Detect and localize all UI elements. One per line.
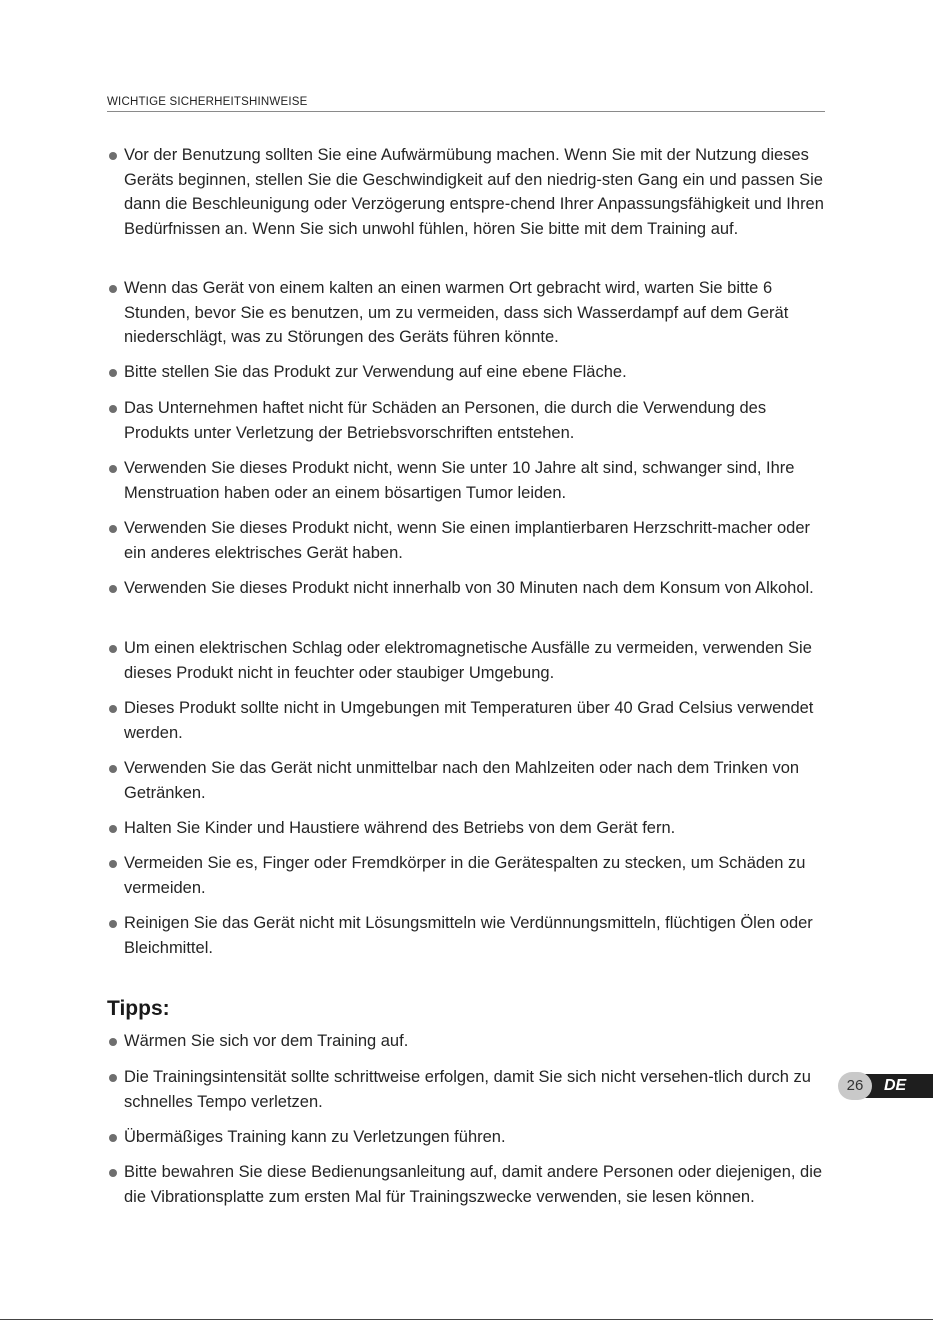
tip-item-text: Übermäßiges Training kann zu Verletzungen führen. bbox=[124, 1128, 506, 1146]
bullet-icon bbox=[109, 825, 117, 833]
safety-item-text: Verwenden Sie dieses Produkt nicht innerhalb von 30 Minuten nach dem Konsum von Alkohol. bbox=[124, 579, 814, 597]
safety-item-text: Verwenden Sie dieses Produkt nicht, wenn Sie einen implantierbaren Herzschritt-macher oder ein anderes elektrisches Gerät haben. bbox=[124, 519, 811, 562]
safety-item-text: Wenn das Gerät von einem kalten an einen warmen Ort gebracht wird, warten Sie bitte 6 Stunden, bevor Sie es benutzen, um zu vermeiden, dass sich Wasserdampf auf dem Gerät niederschlägt, was zu Störungen des Geräts führen könnte. bbox=[124, 279, 789, 346]
safety-item bbox=[107, 636, 829, 685]
safety-item-text: Vermeiden Sie es, Finger oder Fremdkörper in die Gerätespalten zu stecken, um Schäden zu vermeiden. bbox=[124, 854, 806, 897]
language-label: DE bbox=[884, 1077, 907, 1094]
safety-item-text: Das Unternehmen haftet nicht für Schäden an Personen, die durch die Verwendung des Produkts unter Verletzung der Betriebsvorschriften entstehen. bbox=[124, 399, 767, 442]
bullet-icon bbox=[109, 1134, 117, 1142]
safety-item bbox=[107, 396, 829, 445]
page-indicator bbox=[838, 1072, 933, 1100]
footer-divider bbox=[0, 1319, 933, 1320]
bullet-icon bbox=[109, 152, 117, 160]
bullet-icon bbox=[109, 1038, 117, 1046]
tip-item bbox=[107, 1029, 829, 1054]
safety-item-text: Reinigen Sie das Gerät nicht mit Lösungsmitteln wie Verdünnungsmitteln, flüchtigen Ölen oder Bleichmittel. bbox=[124, 914, 813, 957]
safety-item-text: Verwenden Sie das Gerät nicht unmittelbar nach den Mahlzeiten oder nach dem Trinken von Getränken. bbox=[124, 759, 800, 802]
section-header: WICHTIGE SICHERHEITSHINWEISE bbox=[107, 96, 825, 112]
safety-item bbox=[107, 456, 829, 505]
safety-item-text: Um einen elektrischen Schlag oder elektromagnetische Ausfälle zu vermeiden, verwenden Sie dieses Produkt nicht in feuchter oder staubiger Umgebung. bbox=[124, 639, 812, 682]
bullet-icon bbox=[109, 765, 117, 773]
tip-item bbox=[107, 1160, 829, 1209]
bullet-icon bbox=[109, 705, 117, 713]
tip-item-text: Wärmen Sie sich vor dem Training auf. bbox=[124, 1032, 409, 1050]
bullet-icon bbox=[109, 369, 117, 377]
safety-item bbox=[107, 696, 829, 745]
safety-item bbox=[107, 143, 829, 241]
tip-item-text: Die Trainingsintensität sollte schrittweise erfolgen, damit Sie sich nicht versehen-tlich durch zu schnelles Tempo verletzen. bbox=[124, 1068, 811, 1111]
bullet-icon bbox=[109, 645, 117, 653]
bullet-icon bbox=[109, 1169, 117, 1177]
safety-item-text: Halten Sie Kinder und Haustiere während des Betriebs von dem Gerät fern. bbox=[124, 819, 676, 837]
tip-item bbox=[107, 1125, 829, 1150]
bullet-icon bbox=[109, 860, 117, 868]
bullet-icon bbox=[109, 285, 117, 293]
bullet-icon bbox=[109, 405, 117, 413]
bullet-icon bbox=[109, 920, 117, 928]
safety-item bbox=[107, 516, 829, 565]
safety-item-text: Verwenden Sie dieses Produkt nicht, wenn Sie unter 10 Jahre alt sind, schwanger sind, Ihre Menstruation haben oder an einem bösartigen Tumor leiden. bbox=[124, 459, 795, 502]
tips-heading: Tipps: bbox=[107, 997, 170, 1020]
safety-item bbox=[107, 576, 829, 601]
safety-item bbox=[107, 360, 829, 385]
safety-item-text: Dieses Produkt sollte nicht in Umgebungen mit Temperaturen über 40 Grad Celsius verwendet werden. bbox=[124, 699, 814, 742]
bullet-icon bbox=[109, 525, 117, 533]
tip-item bbox=[107, 1065, 829, 1114]
safety-item bbox=[107, 911, 829, 960]
safety-item-text: Bitte stellen Sie das Produkt zur Verwendung auf eine ebene Fläche. bbox=[124, 363, 627, 381]
bullet-icon bbox=[109, 465, 117, 473]
page-number: 26 bbox=[838, 1072, 872, 1100]
safety-item bbox=[107, 851, 829, 900]
safety-item-text: Vor der Benutzung sollten Sie eine Aufwärmübung machen. Wenn Sie mit der Nutzung dieses Geräts beginnen, stellen Sie die Geschwindigkeit auf den niedrig-sten Gang ein und passen Sie dann die Beschleunigung oder Verzögerung entspre-chend Ihrer Anpassungsfähigkeit und Ihren Bedürfnissen an. Wenn Sie sich unwohl fühlen, hören Sie bitte mit dem Training auf. bbox=[124, 146, 824, 238]
tip-item-text: Bitte bewahren Sie diese Bedienungsanleitung auf, damit andere Personen oder diejenigen, die die Vibrationsplatte zum ersten Mal für Trainingszwecke verwenden, sie lesen können. bbox=[124, 1163, 823, 1206]
bullet-icon bbox=[109, 1074, 117, 1082]
safety-item bbox=[107, 756, 829, 805]
safety-item bbox=[107, 816, 829, 841]
safety-item bbox=[107, 276, 829, 350]
bullet-icon bbox=[109, 585, 117, 593]
